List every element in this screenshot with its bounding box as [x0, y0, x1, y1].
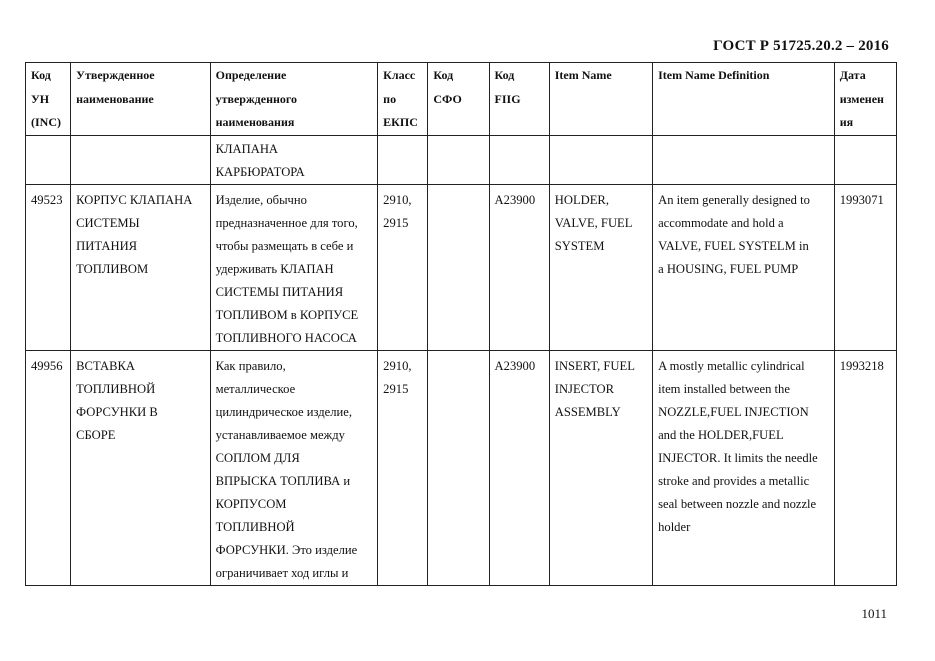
cell-line: ВПРЫСКА ТОПЛИВА и [215, 473, 351, 488]
cell-line: holder [658, 519, 691, 534]
cell-line: цилиндрическое изделие, [215, 404, 353, 419]
page-number: 1011 [861, 606, 887, 621]
cell-definition [210, 135, 378, 184]
cell-approved-name [71, 350, 210, 585]
cell-line: СИСТЕМЫ ПИТАНИЯ [215, 284, 344, 299]
header-line: ЕКПС [383, 115, 418, 129]
cell-line: 1993071 [839, 192, 884, 207]
header-line: УН [31, 91, 50, 106]
header-line: Утвержденное [76, 68, 155, 82]
cell-line: A mostly metallic cylindrical [658, 358, 805, 373]
table-row [26, 135, 897, 184]
cell-line: удерживать КЛАПАН [215, 261, 334, 276]
cell-line: 2915 [383, 381, 409, 396]
cell-line: 2910, [383, 358, 412, 373]
cell-line: ТОПЛИВОМ [76, 261, 149, 276]
cell-item-name-definition [653, 135, 835, 184]
cell-ekps-class [378, 350, 428, 585]
header-line: СФО [433, 91, 462, 106]
cell-sfo-code [428, 184, 489, 350]
cell-line: Изделие, обычно [215, 192, 307, 207]
document-header: ГОСТ Р 51725.20.2 – 2016 [713, 38, 889, 54]
cell-inc-code [26, 350, 71, 585]
header-line: Item Name [554, 68, 612, 82]
header-line: утвержденного [215, 91, 298, 106]
table-row [26, 184, 897, 350]
cell-line: 2910, [383, 192, 412, 207]
cell-line: INJECTOR [554, 381, 614, 396]
cell-line: and the HOLDER,FUEL [658, 427, 784, 442]
cell-line: a HOUSING, FUEL PUMP [658, 261, 799, 276]
cell-line: СБОРЕ [76, 427, 116, 442]
cell-line: A23900 [494, 192, 536, 207]
header-sfo-code [428, 63, 489, 136]
header-line: FIIG [494, 91, 521, 106]
header-change-date [834, 63, 896, 136]
header-line: по [383, 91, 397, 106]
cell-line: ТОПЛИВНОЙ [76, 381, 156, 396]
cell-definition [210, 184, 378, 350]
cell-change-date [834, 184, 896, 350]
cell-line: ТОПЛИВОМ в КОРПУСЕ [215, 307, 359, 322]
cell-line: ASSEMBLY [554, 404, 621, 419]
cell-change-date [834, 135, 896, 184]
header-line: изменен [839, 91, 884, 106]
table-header-row [26, 63, 897, 136]
cell-line: 1993218 [839, 358, 884, 373]
cell-line: SYSTEM [554, 238, 605, 253]
header-line: Код [494, 68, 515, 82]
cell-line: VALVE, FUEL [554, 215, 633, 230]
cell-approved-name [71, 135, 210, 184]
cell-line: СОПЛОМ ДЛЯ [215, 450, 300, 465]
cell-line: HOLDER, [554, 192, 609, 207]
cell-definition [210, 350, 378, 585]
cell-line: A23900 [494, 358, 536, 373]
cell-line: item installed between the [658, 381, 790, 396]
cell-line: ПИТАНИЯ [76, 238, 138, 253]
item-name-table [25, 62, 897, 586]
cell-line: КОРПУСОМ [215, 496, 287, 511]
cell-line: INSERT, FUEL [554, 358, 635, 373]
cell-line: seal between nozzle and nozzle [658, 496, 817, 511]
cell-ekps-class [378, 184, 428, 350]
header-fiig-code [489, 63, 549, 136]
header-line: наименование [76, 91, 154, 106]
cell-line: 49956 [31, 358, 63, 373]
cell-line: VALVE, FUEL SYSTELM in [658, 238, 809, 253]
cell-line: предназначенное для того, [215, 215, 358, 230]
cell-line: КОРПУС КЛАПАНА [76, 192, 193, 207]
cell-line: СИСТЕМЫ [76, 215, 140, 230]
cell-line: ВСТАВКА [76, 358, 135, 373]
cell-line: устанавливаемое между [215, 427, 345, 442]
header-inc-code [26, 63, 71, 136]
header-line: (INC) [31, 115, 61, 129]
cell-inc-code [26, 135, 71, 184]
cell-line: КАРБЮРАТОРА [215, 164, 305, 179]
cell-line: ТОПЛИВНОЙ [215, 519, 295, 534]
cell-fiig-code [489, 135, 549, 184]
cell-fiig-code [489, 350, 549, 585]
header-line: Item Name Definition [658, 68, 770, 82]
header-definition [210, 63, 378, 136]
cell-line: КЛАПАНА [215, 141, 279, 156]
cell-sfo-code [428, 135, 489, 184]
cell-item-name [549, 350, 652, 585]
cell-line: INJECTOR. It limits the needle [658, 450, 818, 465]
cell-line: NOZZLE,FUEL INJECTION [658, 404, 809, 419]
header-line: ия [839, 115, 854, 129]
cell-item-name [549, 135, 652, 184]
header-line: Код [31, 68, 51, 82]
cell-approved-name [71, 184, 210, 350]
header-approved-name [71, 63, 210, 136]
table-row [26, 350, 897, 585]
cell-line: ограничивает ход иглы и [215, 565, 349, 580]
cell-sfo-code [428, 350, 489, 585]
cell-item-name [549, 184, 652, 350]
cell-line: 2915 [383, 215, 409, 230]
cell-line: ФОРСУНКИ В [76, 404, 158, 419]
cell-line: An item generally designed to [658, 192, 810, 207]
cell-item-name-definition [653, 184, 835, 350]
header-line: наименования [215, 115, 295, 129]
cell-line: чтобы размещать в себе и [215, 238, 354, 253]
header-line: Дата [839, 68, 866, 82]
header-item-name [549, 63, 652, 136]
cell-line: металлическое [215, 381, 296, 396]
cell-line: accommodate and hold a [658, 215, 784, 230]
cell-fiig-code [489, 184, 549, 350]
cell-ekps-class [378, 135, 428, 184]
cell-inc-code [26, 184, 71, 350]
cell-item-name-definition [653, 350, 835, 585]
cell-line: stroke and provides a metallic [658, 473, 810, 488]
cell-line: ТОПЛИВНОГО НАСОСА [215, 330, 357, 345]
header-ekps-class [378, 63, 428, 136]
cell-line: ФОРСУНКИ. Это изделие [215, 542, 358, 557]
header-line: Код [433, 68, 454, 82]
cell-line: Как правило, [215, 358, 286, 373]
header-line: Определение [215, 68, 287, 82]
cell-change-date [834, 350, 896, 585]
header-item-name-definition [653, 63, 835, 136]
cell-line: 49523 [31, 192, 63, 207]
header-line: Класс [383, 68, 416, 82]
